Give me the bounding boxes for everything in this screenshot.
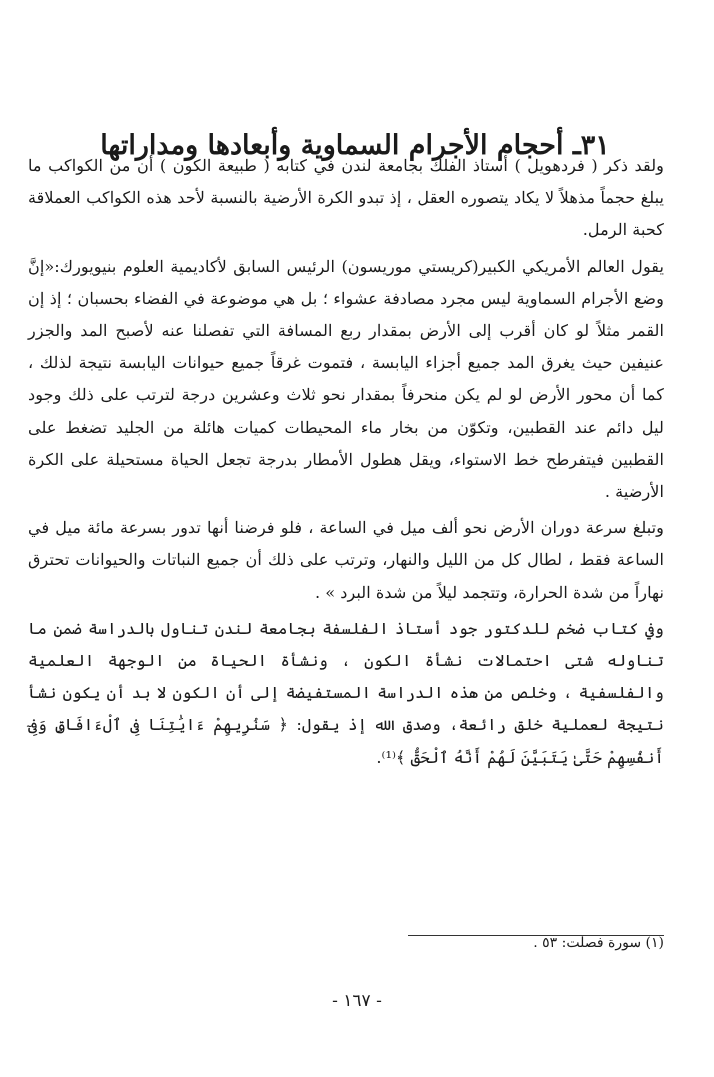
- section-heading: ٣١ـ أحجام الأجرام السماوية وأبعادها ومداراتها: [100, 130, 610, 162]
- paragraph-morrison-quote: يقول العالم الأمريكي الكبير(كريستي موريسون) الرئيس السابق لأكاديمية العلوم بنيويورك:«إنَّ وضع الأجرام السماوية ليس مجرد مصادفة عشواء ؛ بل هي موضوعة في الفضاء بحسبان ؛ إذ إن القمر مثلاً لو كان أقرب إلى الأرض بمقدار ربع المسافة التي تفصلنا عنه لأصبح المد والجزر عنيفين حيث يغرق المد جميع أجزاء اليابسة ، فتموت غرقاً جميع حيوانات اليابسة نتيجة لذلك ، كما أن محور الأرض لو لم يكن منحرفاً بمقدار نحو ثلاث وعشرين درجة لترتب على ذلك وجود ليل دائم عند القطبين، وتكوّن من بخار ماء المحيطات كميات هائلة من الجليد تضغط على القطبين فيتفرطح خط الاستواء، ويقل هطول الأمطار بدرجة تجعل الحياة مستحيلة على الكرة الأرضية .: [28, 256, 664, 502]
- paragraph-joad-creation: وفي كتاب ضخم للدكتور جود أستاذ الفلسفة بجامعة لندن تناول بالدراسة ضمن ما تناوله شتى احتمالات نشأة الكون ، ونشأة الحياة من الوجهة العلمية والفلسفية ، وخلص من هذه الدراسة المستفيضة إلى أن الكون لا بد أن يكون نشأ نتيجة لعملية خلق رائعة، وصدق الله إذ يقول: ﴿ سَنُرِيهِمْ ءَايَٰتِنَا فِى ٱلْءَافَاقِ وَفِىٓ أَنفُسِهِمْ حَتَّىٰ يَتَبَيَّنَ لَهُمْ أَنَّهُ ٱلْحَقُّ ﴾⁽¹⁾.: [28, 618, 664, 767]
- paragraph-earth-rotation: وتبلغ سرعة دوران الأرض نحو ألف ميل في الساعة ، فلو فرضنا أنها تدور بسرعة مائة ميل في الساعة فقط ، لطال كل من الليل والنهار، وترتب على ذلك أن جميع النباتات والحيوانات تحترق نهاراً من شدة الحرارة، وتتجمد ليلاً من شدة البرد » .: [28, 518, 665, 602]
- footnote: (١) سورة فصلت: ٥٣ .: [533, 935, 664, 951]
- page-number: - ١٦٧ -: [332, 991, 382, 1011]
- body-text: [28, 150, 664, 774]
- paragraph-giant-planets: ولقد ذكر ( فردهويل ) أستاذ الفلك بجامعة لندن في كتابه ( طبيعة الكون ) أن من الكواكب ما يبلغ حجماً مذهلاً لا يكاد يتصوره العقل ، إذ تبدو الكرة الأرضية بالنسبة لأحد هذه الكواكب العملاقة كحبة الرمل.: [28, 156, 664, 240]
